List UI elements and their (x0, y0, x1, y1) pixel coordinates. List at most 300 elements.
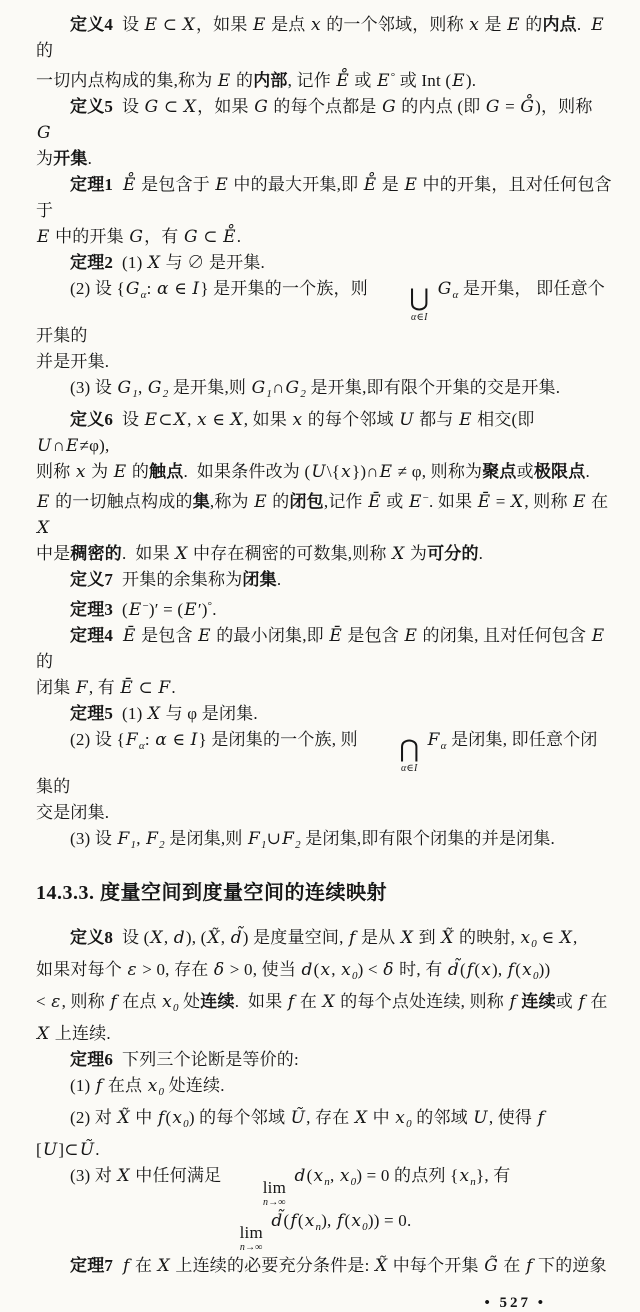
text-run: (2) 设 { (70, 279, 125, 298)
text-run: , 则称 (61, 992, 110, 1011)
text-run: ⊂ (158, 15, 182, 34)
math-run: X (354, 1108, 368, 1128)
text-run: 上连续. (50, 1024, 111, 1043)
math-run: X (182, 15, 195, 35)
text-run: ∈ (169, 279, 192, 298)
math-run: I (192, 279, 200, 299)
section-heading: 14.3.3. 度量空间到度量空间的连续映射 (36, 882, 387, 904)
text-run: 或 Int ( (395, 71, 452, 90)
text-run: , (187, 410, 196, 429)
math-run: X (511, 492, 524, 512)
text-run: > 0, 存在 (137, 960, 213, 979)
text-line (36, 957, 612, 989)
text-run: ( (344, 1211, 351, 1230)
text-run: α (138, 740, 145, 752)
text-run: , 存在 (306, 1108, 354, 1127)
text-run: = (491, 492, 511, 511)
math-run: X̃ (441, 928, 454, 948)
text-run: 则称 (36, 462, 75, 481)
text-run: 内点 (542, 15, 577, 34)
text-run: , (138, 378, 147, 397)
math-run: G (251, 378, 266, 398)
text-run: 2 (159, 839, 165, 851)
text-run: (1) (70, 1076, 95, 1095)
text-run: . (576, 15, 591, 34)
text-run: 的最小闭集,即 (211, 626, 329, 645)
text-run: , (331, 960, 341, 979)
text-run: 在 (295, 992, 322, 1011)
text-run: 如果对每个 (36, 960, 127, 979)
text-line (36, 675, 612, 701)
math-run: X (37, 518, 50, 538)
math-run: x (522, 960, 532, 980)
math-run: Ũ (290, 1108, 306, 1128)
math-run: E (452, 71, 465, 91)
text-line (36, 1073, 612, 1105)
math-run: X (117, 1166, 130, 1186)
text-run: ⊂ (159, 97, 183, 116)
text-run: . (276, 570, 282, 589)
math-run: E (591, 626, 605, 646)
math-run: E̊ (223, 227, 236, 247)
text-run: . (236, 227, 242, 246)
text-run: 都与 (414, 410, 459, 429)
text-line (36, 989, 612, 1021)
text-run: ，有 (144, 227, 183, 246)
text-run: 中 (368, 1108, 395, 1127)
math-run: U (42, 1140, 58, 1160)
text-run: ). (465, 71, 477, 90)
math-run: E̊ (363, 175, 377, 195)
text-run: (2) 对 (70, 1108, 117, 1127)
text-line (36, 485, 612, 541)
math-run: G (183, 227, 198, 247)
math-run: x (172, 1108, 183, 1128)
text-run: ( (459, 960, 466, 979)
math-run: E (128, 600, 142, 620)
math-run: E (184, 600, 197, 620)
math-run: f (157, 1108, 165, 1128)
text-run: 在 (498, 1256, 526, 1275)
text-run: ]⊂ (58, 1140, 79, 1159)
math-run: x (162, 992, 172, 1012)
math-run: E (215, 175, 228, 195)
text-run: 或 (349, 71, 377, 90)
text-run: : (146, 279, 157, 298)
text-run (113, 175, 122, 194)
text-run: 的 (520, 15, 543, 34)
math-run: α (155, 730, 167, 750)
math-run: X (400, 928, 414, 948)
math-run: Ē (477, 492, 491, 512)
math-run: G (437, 279, 452, 299)
text-run: 定义8 (70, 928, 114, 947)
text-run: 的 (267, 492, 290, 511)
math-run: f (507, 960, 515, 980)
text-run: 2 (300, 388, 307, 400)
text-run: ) = 0 的点列 { (356, 1166, 459, 1185)
text-run: (3) 设 (70, 378, 117, 397)
math-run: f (287, 992, 295, 1012)
math-run: f (349, 928, 356, 948)
page-number: • 527 • (484, 1295, 546, 1311)
text-run: 的每个点处连续, 则称 (335, 992, 509, 1011)
text-line (36, 701, 612, 727)
math-run: f (509, 992, 516, 1012)
text-run: 是包含 (136, 626, 198, 645)
math-run: E (573, 492, 586, 512)
math-run: Ē (329, 626, 342, 646)
text-run: 交是闭集. (36, 803, 110, 822)
text-run: (1) (113, 704, 147, 723)
math-run: f (110, 992, 117, 1012)
math-run: x (469, 15, 480, 35)
text-run: = (500, 97, 520, 116)
text-run: 定义4 (70, 15, 114, 34)
text-run: ⊂ (158, 410, 173, 429)
text-run: 在点 (103, 1076, 147, 1095)
text-run: 是包含于 (136, 175, 215, 194)
math-run: F (427, 730, 440, 750)
text-run: ( (113, 600, 128, 619)
text-run: ∈ (537, 928, 559, 947)
math-run: F (282, 829, 295, 849)
math-run: ε (127, 960, 137, 980)
text-run: 的每个邻域 (303, 410, 399, 429)
text-run: 下列三个论断是等价的: (113, 1050, 299, 1069)
math-run: E (37, 492, 50, 512)
text-run: )) (538, 960, 551, 979)
text-run: 聚点 (482, 462, 517, 481)
math-run: U (311, 462, 326, 482)
text-line (36, 1021, 612, 1047)
math-run: G (37, 123, 51, 143)
math-run: x (313, 1166, 324, 1186)
math-run: x (351, 1211, 362, 1231)
text-run: 或 (516, 462, 534, 481)
math-run: E (404, 626, 418, 646)
math-run: d (294, 1166, 306, 1186)
text-run: , (163, 928, 173, 947)
text-line (36, 567, 612, 593)
text-run: . 如果 (428, 492, 477, 511)
text-run: 与 φ 是闭集. (161, 704, 258, 723)
text-run: 闭集 (36, 678, 75, 697)
text-run: . (212, 600, 217, 619)
text-run: ∈ (207, 410, 230, 429)
text-run: 在点 (117, 992, 162, 1011)
text-run: − (142, 600, 149, 612)
text-line (36, 826, 612, 858)
text-run: 的一个邻域，则称 (321, 15, 469, 34)
text-run: 0 (406, 1118, 412, 1130)
text-run: 设 ( (113, 928, 150, 947)
text-line (36, 727, 612, 800)
text-run: 0 (158, 1086, 165, 1098)
math-run: f (578, 992, 585, 1012)
text-run: (1) (113, 253, 147, 272)
text-run: ，如果 (195, 15, 253, 34)
math-run: x (459, 1166, 470, 1186)
text-run: 是 (480, 15, 507, 34)
text-line (36, 172, 612, 224)
math-run: X̃ (207, 928, 220, 948)
text-run: 是闭集, 即任意个闭集的 (36, 730, 598, 796)
text-run: 的 (231, 71, 254, 90)
math-run: E (507, 15, 520, 35)
text-run: 定义5 (70, 97, 114, 116)
text-run: 触点 (149, 462, 184, 481)
math-run: E (198, 626, 211, 646)
math-run: Ē (120, 678, 134, 698)
text-line (36, 375, 612, 407)
math-run: U (37, 436, 52, 456)
math-run: F (248, 829, 260, 849)
text-run: 处 (178, 992, 201, 1011)
math-run: d̃ (447, 960, 459, 980)
text-run: 连续 (200, 992, 235, 1011)
math-run: δ (213, 960, 225, 980)
math-run: x (75, 462, 86, 482)
text-run: } 是开集的一个族，则 (200, 279, 373, 298)
math-run: G (147, 378, 162, 398)
text-run: 定理2 (70, 253, 114, 272)
text-run: , (220, 928, 230, 947)
math-run: d (173, 928, 185, 948)
text-run: ( (297, 1211, 304, 1230)
text-run: )′ = ( (148, 600, 184, 619)
text-run: 2 (162, 388, 169, 400)
text-run: ∈ (167, 730, 190, 749)
math-run: F (146, 829, 159, 849)
text-line (36, 623, 612, 675)
text-run: 中的开集 (50, 227, 129, 246)
math-run: E (254, 492, 267, 512)
big-set-operator: ⋃ α∈I (409, 286, 430, 323)
text-run: 0 (532, 970, 539, 982)
math-run: d̃ (230, 928, 242, 948)
text-run: 1 (266, 388, 273, 400)
text-line (36, 276, 612, 349)
text-line (36, 800, 612, 826)
text-line (36, 925, 612, 957)
text-run: 是闭集,则 (164, 829, 247, 848)
text-run: 定义6 (70, 410, 114, 429)
math-run: E (144, 410, 158, 430)
limit-operator: lim n→∞ (239, 1223, 263, 1253)
text-run: . (95, 1140, 100, 1159)
math-run: G (285, 378, 300, 398)
text-line (36, 593, 612, 623)
text-run: 中每个开集 (388, 1256, 484, 1275)
math-run: G (129, 227, 144, 247)
math-run: f (336, 1211, 344, 1231)
math-run: G (117, 378, 132, 398)
math-run: E (37, 227, 50, 247)
math-run: X (175, 544, 188, 564)
math-run: X (37, 1024, 50, 1044)
math-run: f (466, 960, 474, 980)
math-run: x (304, 1211, 315, 1231)
math-run: X (157, 1256, 170, 1276)
math-run: X (183, 97, 197, 117)
text-run: 为 (405, 544, 428, 563)
text-run: 0 (172, 1002, 179, 1014)
text-run: . 如果 (234, 992, 287, 1011)
text-run: 连续 (521, 992, 556, 1011)
text-run: 稠密的 (70, 544, 123, 563)
text-run: 闭集 (242, 570, 277, 589)
text-run: 是开集,即有限个开集的交是开集. (306, 378, 561, 397)
text-run: 定理6 (70, 1050, 114, 1069)
math-run: E (377, 71, 390, 91)
text-run: 是点 (266, 15, 310, 34)
text-run: }, 有 (475, 1166, 511, 1185)
text-run: 极限点 (533, 462, 586, 481)
text-run: 在 (585, 992, 608, 1011)
text-run: 在 (130, 1256, 157, 1275)
text-run: 定理7 (70, 1256, 114, 1275)
body-text-bottom (36, 925, 612, 1279)
text-run: ∪ (266, 829, 282, 848)
text-line (36, 407, 612, 459)
math-run: E (66, 436, 79, 456)
text-run: n (315, 1221, 322, 1233)
text-line (36, 224, 612, 250)
text-run: : (144, 730, 155, 749)
text-run: ( (515, 960, 522, 979)
math-run: x (196, 410, 207, 430)
text-run: 开集的余集称为 (113, 570, 243, 589)
text-run: ′) (197, 600, 208, 619)
text-run: 的 (36, 626, 610, 671)
text-run: 定理5 (70, 704, 114, 723)
text-run: . (171, 678, 176, 697)
math-run: Ē (123, 626, 136, 646)
text-run: 闭包 (289, 492, 324, 511)
text-line (36, 146, 612, 172)
text-run: ) 的每个邻域 (188, 1108, 290, 1127)
text-run: 2 (295, 839, 301, 851)
math-run: X (322, 992, 335, 1012)
math-run: G (254, 97, 268, 117)
text-run: > 0, 使当 (225, 960, 301, 979)
text-line (36, 1163, 612, 1208)
math-run: X (230, 410, 243, 430)
text-line (36, 541, 612, 567)
text-run: 的 (36, 15, 610, 60)
math-run: E (144, 15, 158, 35)
text-run: (3) 对 (70, 1166, 117, 1185)
text-run: , 使得 (488, 1108, 537, 1127)
text-line (36, 94, 612, 146)
text-line (36, 12, 612, 64)
text-run: ⊂ (134, 678, 158, 697)
text-run: 或 (555, 992, 578, 1011)
math-run: X̃ (117, 1108, 130, 1128)
text-run: ), ( (185, 928, 207, 947)
text-run (422, 730, 426, 749)
text-run: α (452, 289, 459, 301)
math-run: E (113, 462, 127, 482)
math-run: G̊ (520, 97, 535, 117)
math-run: x (341, 960, 351, 980)
text-run: ∩ (272, 378, 285, 397)
text-run: 中的最大开集,即 (228, 175, 363, 194)
text-run: n (324, 1176, 330, 1188)
math-run: F (158, 678, 171, 698)
text-run: n (470, 1176, 476, 1188)
math-run: f (95, 1076, 103, 1096)
text-run: ，如果 (197, 97, 254, 116)
math-run: G (144, 97, 159, 117)
math-run: x (147, 1076, 158, 1096)
text-run: 在 (586, 492, 613, 511)
text-run: 为 (36, 149, 54, 168)
math-run: X (392, 544, 405, 564)
text-run: } 是闭集的一个族, 则 (198, 730, 363, 749)
text-run: 上连续的必要充分条件是: (170, 1256, 374, 1275)
limit-operator: lim n→∞ (262, 1178, 287, 1208)
math-run: Ē (368, 492, 381, 512)
math-run: F (75, 678, 88, 698)
text-run: 是闭集,即有限个闭集的并是闭集. (300, 829, 556, 848)
math-run: x (395, 1108, 406, 1128)
text-run: ( (474, 960, 481, 979)
big-set-operator: ⋂ α∈I (399, 737, 420, 774)
text-line (36, 1208, 612, 1253)
text-run: 设 (113, 15, 144, 34)
text-run: ≠ φ, 则称为 (393, 462, 483, 481)
text-line (36, 1105, 612, 1163)
math-run: f (123, 1256, 130, 1276)
text-run: ( (283, 1211, 290, 1230)
text-run: 是开集,则 (168, 378, 251, 397)
math-run: E̊ (123, 175, 136, 195)
text-run: 的 (127, 462, 150, 481)
text-run: 1 (130, 839, 137, 851)
text-run: ∩ (52, 436, 66, 455)
text-run: 或 (381, 492, 408, 511)
text-run: ( (313, 960, 320, 979)
text-run: 内部 (253, 71, 288, 90)
text-run: 的每个点都是 (268, 97, 382, 116)
text-run: . 如果条件改为 ( (183, 462, 311, 481)
text-run: ° (207, 600, 213, 612)
text-run: ) < (357, 960, 383, 979)
math-run: I (190, 730, 198, 750)
text-run: )) = 0. (367, 1211, 412, 1230)
text-run: 处连续. (164, 1076, 225, 1095)
text-run: ≠φ), (79, 436, 110, 455)
text-run: 中的开集，且对任何包含于 (36, 175, 612, 220)
text-run: 中任何满足 (130, 1166, 226, 1185)
math-run: x (292, 410, 303, 430)
math-run: G (125, 279, 140, 299)
text-run: − (422, 492, 429, 504)
text-run: 相交(即 (472, 410, 540, 429)
text-run: 中存在稠密的可数集,则称 (188, 544, 392, 563)
text-run: 1 (261, 839, 267, 851)
text-run: ⊂ (198, 227, 223, 246)
math-run: X (147, 704, 161, 724)
text-run: 0 (351, 970, 358, 982)
text-run: 是从 (356, 928, 400, 947)
math-run: E (404, 175, 418, 195)
body-text-top (36, 12, 612, 858)
math-run: X (173, 410, 187, 430)
text-run: . (87, 149, 93, 168)
